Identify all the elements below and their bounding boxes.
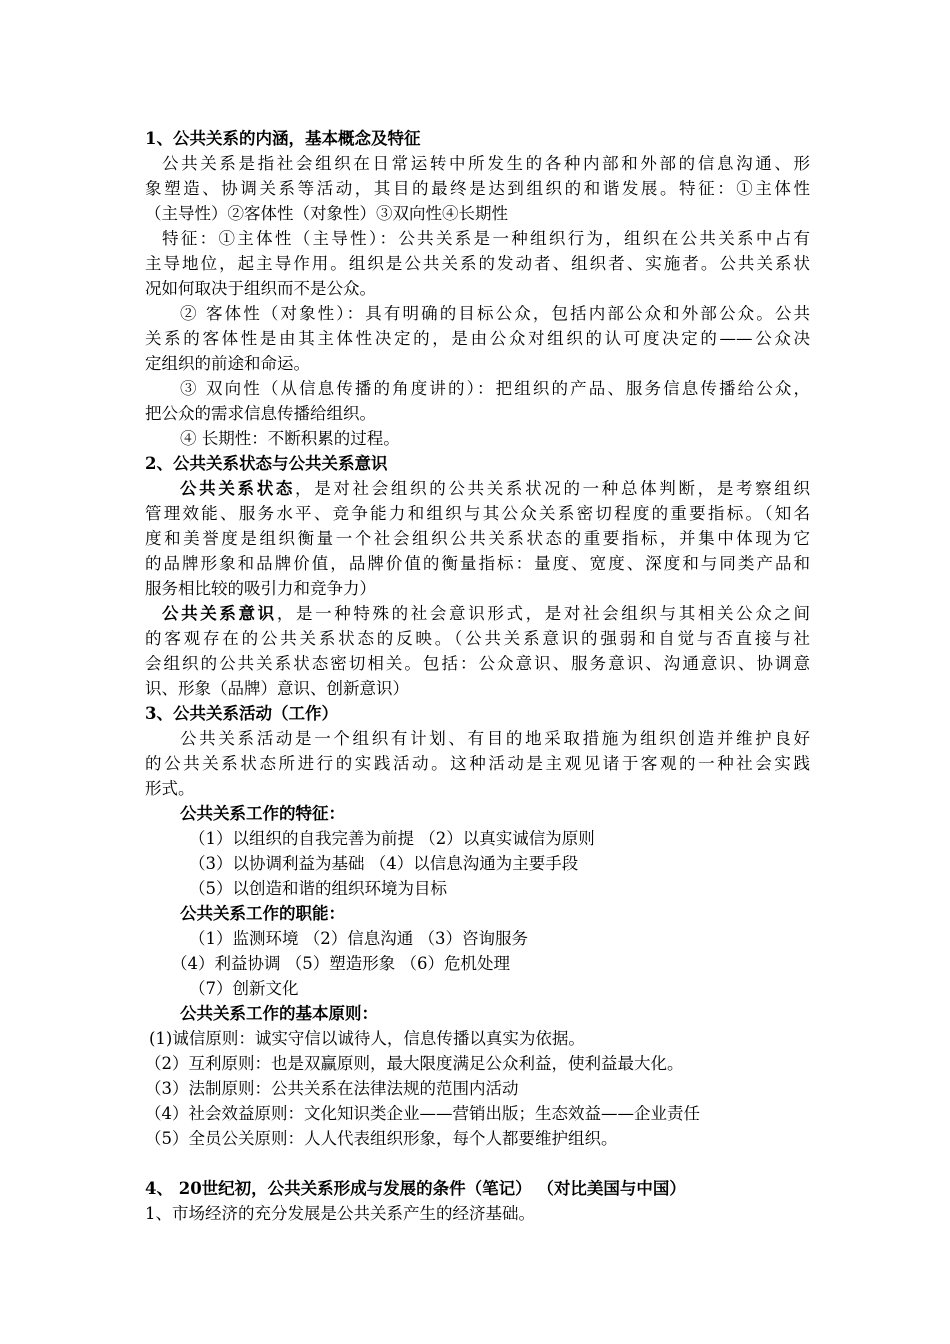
s1-p4-line: ③ 双向性（从信息传播的角度讲的）：把组织的产品、服务信息传播给公众， xyxy=(180,379,810,398)
principles-title: 公共关系工作的基本原则： xyxy=(180,1004,378,1023)
s2-p1-line: 管理效能、服务水平、竞争能力和组织与其公众关系密切程度的重要指标。（知名 xyxy=(145,504,810,523)
s2-p1-line: 的品牌形象和品牌价值，品牌价值的衡量指标：量度、宽度、深度和与同类产品和 xyxy=(145,554,810,573)
principle-line: （2）互利原则：也是双赢原则，最大限度满足公众利益，使利益最大化。 xyxy=(145,1054,684,1073)
s4-p1-line: 1、市场经济的充分发展是公共关系产生的经济基础。 xyxy=(145,1204,535,1223)
s1-p1-line: 象塑造、协调关系等活动，其目的最终是达到组织的和谐发展。特征：①主体性 xyxy=(145,179,810,198)
s2-p2-text: ，是一种特殊的社会意识形式，是对社会组织与其相关公众之间 xyxy=(276,604,811,623)
principle-line: （3）法制原则：公共关系在法律法规的范围内活动 xyxy=(145,1079,519,1098)
s1-p2-line: 主导地位，起主导作用。组织是公共关系的发动者、组织者、实施者。公共关系状 xyxy=(145,254,810,273)
section-3-heading: 3、公共关系活动（工作） xyxy=(145,704,338,723)
s1-p5-line: ④ 长期性：不断积累的过程。 xyxy=(180,429,400,448)
s1-p2-line: 特征：①主体性（主导性）：公共关系是一种组织行为，组织在公共关系中占有 xyxy=(162,229,810,248)
function-line: （4）利益协调 （5）塑造形象 （6）危机处理 xyxy=(171,954,510,973)
term-pr-state: 公共关系状态 xyxy=(180,479,296,498)
principle-line: （5）全员公关原则：人人代表组织形象，每个人都要维护组织。 xyxy=(145,1129,618,1148)
s1-p3-line: 定组织的前途和命运。 xyxy=(145,354,310,373)
s2-p1-line: 度和美誉度是组织衡量一个社会组织公共关系状态的重要指标，并集中体现为它 xyxy=(145,529,810,548)
s1-p2-line: 况如何取决于组织而不是公众。 xyxy=(145,279,376,298)
term-pr-awareness: 公共关系意识 xyxy=(162,604,277,623)
s2-p1-line xyxy=(145,476,810,501)
feature-line: （1）以组织的自我完善为前提 （2）以真实诚信为原则 xyxy=(189,829,595,848)
s1-p1-line: （主导性）②客体性（对象性）③双向性④长期性 xyxy=(145,204,508,223)
principle-line: (1)诚信原则：诚实守信以诚待人，信息传播以真实为依据。 xyxy=(149,1029,585,1048)
s3-p1-line: 的公共关系状态所进行的实践活动。这种活动是主观见诸于客观的一种社会实践 xyxy=(145,754,810,773)
s1-p4-line: 把公众的需求信息传播给组织。 xyxy=(145,404,376,423)
s1-p3-line: ② 客体性（对象性）：具有明确的目标公众，包括内部公众和外部公众。公共 xyxy=(180,304,810,323)
function-line: （7）创新文化 xyxy=(189,979,299,998)
s2-p2-line: 的客观存在的公共关系状态的反映。（公共关系意识的强弱和自觉与否直接与社 xyxy=(145,629,810,648)
s2-p1-line: 服务相比较的吸引力和竞争力） xyxy=(145,579,376,598)
blank-line xyxy=(145,1151,810,1176)
function-line: （1）监测环境 （2）信息沟通 （3）咨询服务 xyxy=(189,929,528,948)
s3-p1-line: 公共关系活动是一个组织有计划、有目的地采取措施为组织创造并维护良好 xyxy=(180,729,810,748)
s1-p1-line: 公共关系是指社会组织在日常运转中所发生的各种内部和外部的信息沟通、形 xyxy=(162,154,810,173)
s2-p2-line xyxy=(145,601,810,626)
s3-p1-line: 形式。 xyxy=(145,779,195,798)
s2-p2-line: 会组织的公共关系状态密切相关。包括：公众意识、服务意识、沟通意识、协调意 xyxy=(145,654,810,673)
functions-title: 公共关系工作的职能： xyxy=(180,904,345,923)
feature-line: （3）以协调利益为基础 （4）以信息沟通为主要手段 xyxy=(189,854,579,873)
section-1-heading: 1、公共关系的内涵，基本概念及特征 xyxy=(145,129,421,148)
features-title: 公共关系工作的特征： xyxy=(180,804,345,823)
section-2-heading: 2、公共关系状态与公共关系意识 xyxy=(145,454,388,473)
principle-line: （4）社会效益原则：文化知识类企业——营销出版；生态效益——企业责任 xyxy=(145,1104,700,1123)
s2-p2-line: 识、形象（品牌）意识、创新意识） xyxy=(145,679,409,698)
s1-p3-line: 关系的客体性是由其主体性决定的，是由公众对组织的认可度决定的——公众决 xyxy=(145,329,810,348)
feature-line: （5）以创造和谐的组织环境为目标 xyxy=(189,879,447,898)
document-page xyxy=(145,126,810,1226)
section-4-heading: 4、 20世纪初，公共关系形成与发展的条件（笔记） （对比美国与中国） xyxy=(145,1179,686,1198)
s2-p1-text: ，是对社会组织的公共关系状况的一种总体判断，是考察组织 xyxy=(295,479,810,498)
